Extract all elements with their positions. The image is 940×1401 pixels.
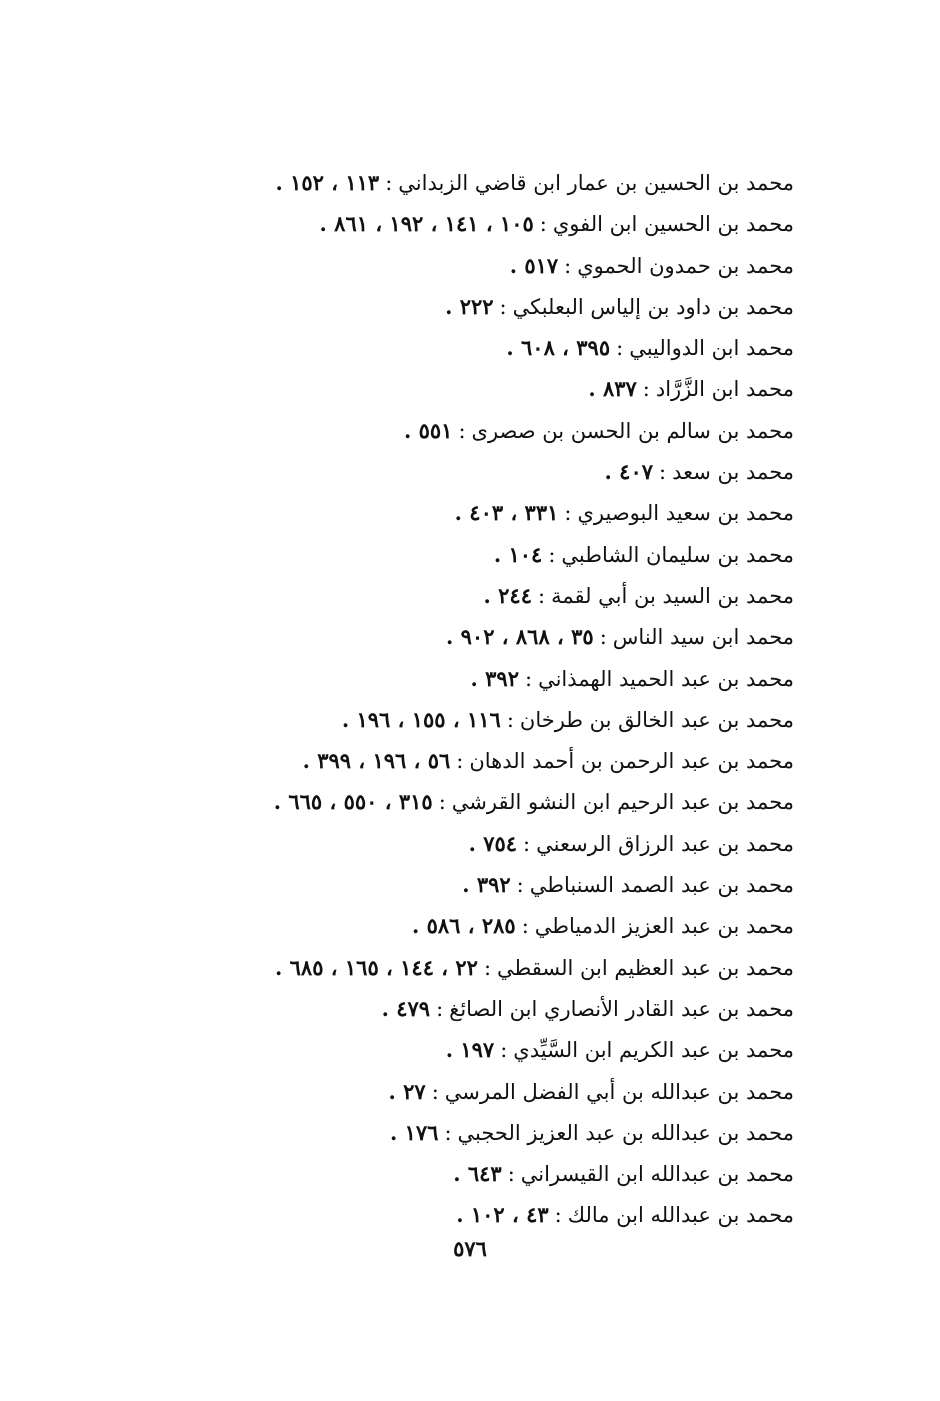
entry-separator: :: [554, 1203, 562, 1228]
entry-name: محمد بن الحسين ابن الفوي: [552, 212, 794, 237]
entry-name: محمد بن عبد العزيز الدمياطي: [534, 914, 794, 939]
entry-separator: :: [616, 336, 624, 361]
entry-name: محمد ابن سيد الناس: [612, 625, 794, 650]
entry-page-references: ٧٥٤ .: [468, 830, 518, 856]
entry-separator: :: [537, 583, 546, 608]
index-entry: [234, 327, 794, 368]
entry-name: محمد بن عبد الرحيم ابن النشو القرشي: [451, 790, 794, 815]
entry-name: محمد بن عبد الصمد السنباطي: [529, 873, 794, 898]
entry-separator: :: [458, 418, 466, 443]
entry-page-references: ٨٣٧ .: [588, 376, 637, 402]
entry-page-references: ٥١٧ .: [509, 252, 559, 278]
entry-separator: :: [483, 955, 492, 980]
entry-name: محمد بن عبد الكريم ابن السَّيِّدي: [513, 1038, 794, 1063]
index-entry: [234, 905, 794, 946]
entry-separator: :: [564, 501, 572, 526]
index-entry: [234, 781, 794, 822]
entry-name: محمد بن عبدالله ابن القيسراني: [520, 1162, 794, 1187]
entry-separator: :: [456, 749, 464, 774]
entry-page-references: ٤٠٧ .: [604, 459, 654, 485]
index-entry: [234, 740, 794, 781]
entry-page-references: ١١٦ ، ١٥٥ ، ١٩٦ .: [341, 706, 501, 732]
index-entry: [234, 162, 794, 203]
entry-name: محمد بن عبد الرزاق الرسعني: [536, 831, 794, 856]
entry-separator: :: [444, 1120, 452, 1145]
entry-name: محمد بن حمدون الحموي: [577, 253, 794, 278]
entry-separator: :: [385, 171, 393, 195]
entry-name: محمد بن عبد القادر الأنصاري ابن الصائغ: [449, 996, 794, 1021]
page-number: ٥٧٦: [453, 1236, 487, 1261]
entry-page-references: ٣٣١ ، ٤٠٣ .: [454, 500, 559, 526]
entry-page-references: ١٠٥ ، ١٤١ ، ١٩٢ ، ٨٦١ .: [319, 211, 534, 237]
entry-separator: :: [524, 666, 533, 691]
entry-page-references: ٢٨٥ ، ٥٨٦ .: [411, 913, 516, 939]
index-entry: [234, 451, 794, 492]
index-entry: [234, 864, 794, 905]
entry-page-references: ١١٣ ، ١٥٢ .: [275, 170, 380, 195]
index-entry: [234, 947, 794, 988]
entry-page-references: ٤٧٩ .: [381, 995, 431, 1021]
entry-name: محمد بن عبدالله بن عبد العزيز الحجبي: [457, 1120, 794, 1145]
entry-name: محمد بن سعد: [672, 460, 794, 485]
index-entry: [234, 534, 794, 575]
entry-name: محمد بن عبد العظيم ابن السقطي: [497, 955, 794, 980]
entry-name: محمد بن الحسين بن عمار ابن قاضي الزبداني: [398, 171, 794, 195]
entry-name: محمد بن السيد بن أبي لقمة: [551, 583, 794, 608]
entry-page-references: ٥٦ ، ١٩٦ ، ٣٩٩ .: [302, 748, 451, 774]
entry-name: محمد بن سالم بن الحسن بن صصرى: [471, 418, 794, 443]
index-entry: [234, 658, 794, 699]
entry-separator: :: [431, 1079, 439, 1104]
entry-page-references: ٢٧ .: [388, 1078, 426, 1104]
entry-page-references: ١٧٦ .: [389, 1119, 439, 1145]
entry-page-references: ٣٩٢ .: [470, 665, 519, 691]
entry-name: محمد بن عبدالله ابن مالك: [567, 1203, 794, 1228]
index-entry: [234, 616, 794, 657]
entry-separator: :: [599, 625, 607, 650]
entry-separator: :: [548, 542, 556, 567]
entry-page-references: ٥٥١ .: [403, 417, 453, 443]
entry-name: محمد بن عبد الرحمن بن أحمد الدهان: [469, 749, 794, 774]
index-entry: [234, 368, 794, 409]
entry-page-references: ٣٩٥ ، ٦٠٨ .: [506, 335, 611, 361]
entry-separator: :: [438, 790, 446, 815]
index-entry: [234, 988, 794, 1029]
entry-separator: :: [516, 873, 524, 898]
entry-separator: :: [507, 1162, 515, 1187]
entry-page-references: ٢٤٤ .: [483, 582, 532, 608]
entry-separator: :: [539, 212, 547, 237]
entry-separator: :: [500, 1038, 508, 1063]
entry-separator: :: [564, 253, 572, 278]
index-entry: [234, 1153, 794, 1194]
entry-name: محمد بن عبد الخالق بن طرخان: [519, 707, 794, 732]
index-entry: [234, 1112, 794, 1153]
entry-page-references: ٣١٥ ، ٥٥٠ ، ٦٦٥ .: [273, 789, 433, 815]
entry-separator: :: [642, 377, 650, 402]
entry-separator: :: [523, 831, 531, 856]
entry-page-references: ١٠٤ .: [493, 541, 543, 567]
entry-page-references: ٣٥ ، ٨٦٨ ، ٩٠٢ .: [446, 624, 594, 650]
entry-name: محمد ابن الزَّرَّاد: [655, 377, 794, 402]
entry-page-references: ٢٢ ، ١٤٤ ، ١٦٥ ، ٦٨٥ .: [275, 954, 478, 980]
entry-name: محمد بن عبد الحميد الهمذاني: [538, 666, 794, 691]
entry-name: محمد بن عبدالله بن أبي الفضل المرسي: [444, 1079, 794, 1104]
entry-separator: :: [521, 914, 529, 939]
entry-name: محمد بن داود بن إلياس البعلبكي: [512, 294, 794, 319]
index-entry: [234, 286, 794, 327]
index-entry: [234, 245, 794, 286]
entry-name: محمد ابن الدواليبي: [629, 336, 794, 361]
entry-page-references: ١٩٧ .: [445, 1037, 495, 1063]
entry-page-references: ٤٣ ، ١٠٢ .: [456, 1202, 549, 1228]
entry-name: محمد بن سعيد البوصيري: [577, 501, 794, 526]
index-entry: [234, 1194, 794, 1235]
index-entry: [234, 1029, 794, 1070]
name-index-list: [234, 162, 794, 1236]
entry-separator: :: [506, 707, 514, 732]
entry-separator: :: [659, 460, 667, 485]
index-entry: [234, 699, 794, 740]
index-entry: [234, 1071, 794, 1112]
entry-page-references: ٦٤٣ .: [453, 1161, 502, 1187]
index-entry: [234, 203, 794, 244]
entry-separator: :: [436, 996, 444, 1021]
index-entry: [234, 575, 794, 616]
entry-name: محمد بن سليمان الشاطبي: [561, 542, 794, 567]
index-entry: [234, 823, 794, 864]
index-entry: [234, 492, 794, 533]
entry-page-references: ٣٩٢ .: [462, 872, 511, 898]
index-entry: [234, 410, 794, 451]
entry-page-references: ٢٢٢ .: [445, 293, 494, 319]
entry-separator: :: [499, 294, 507, 319]
